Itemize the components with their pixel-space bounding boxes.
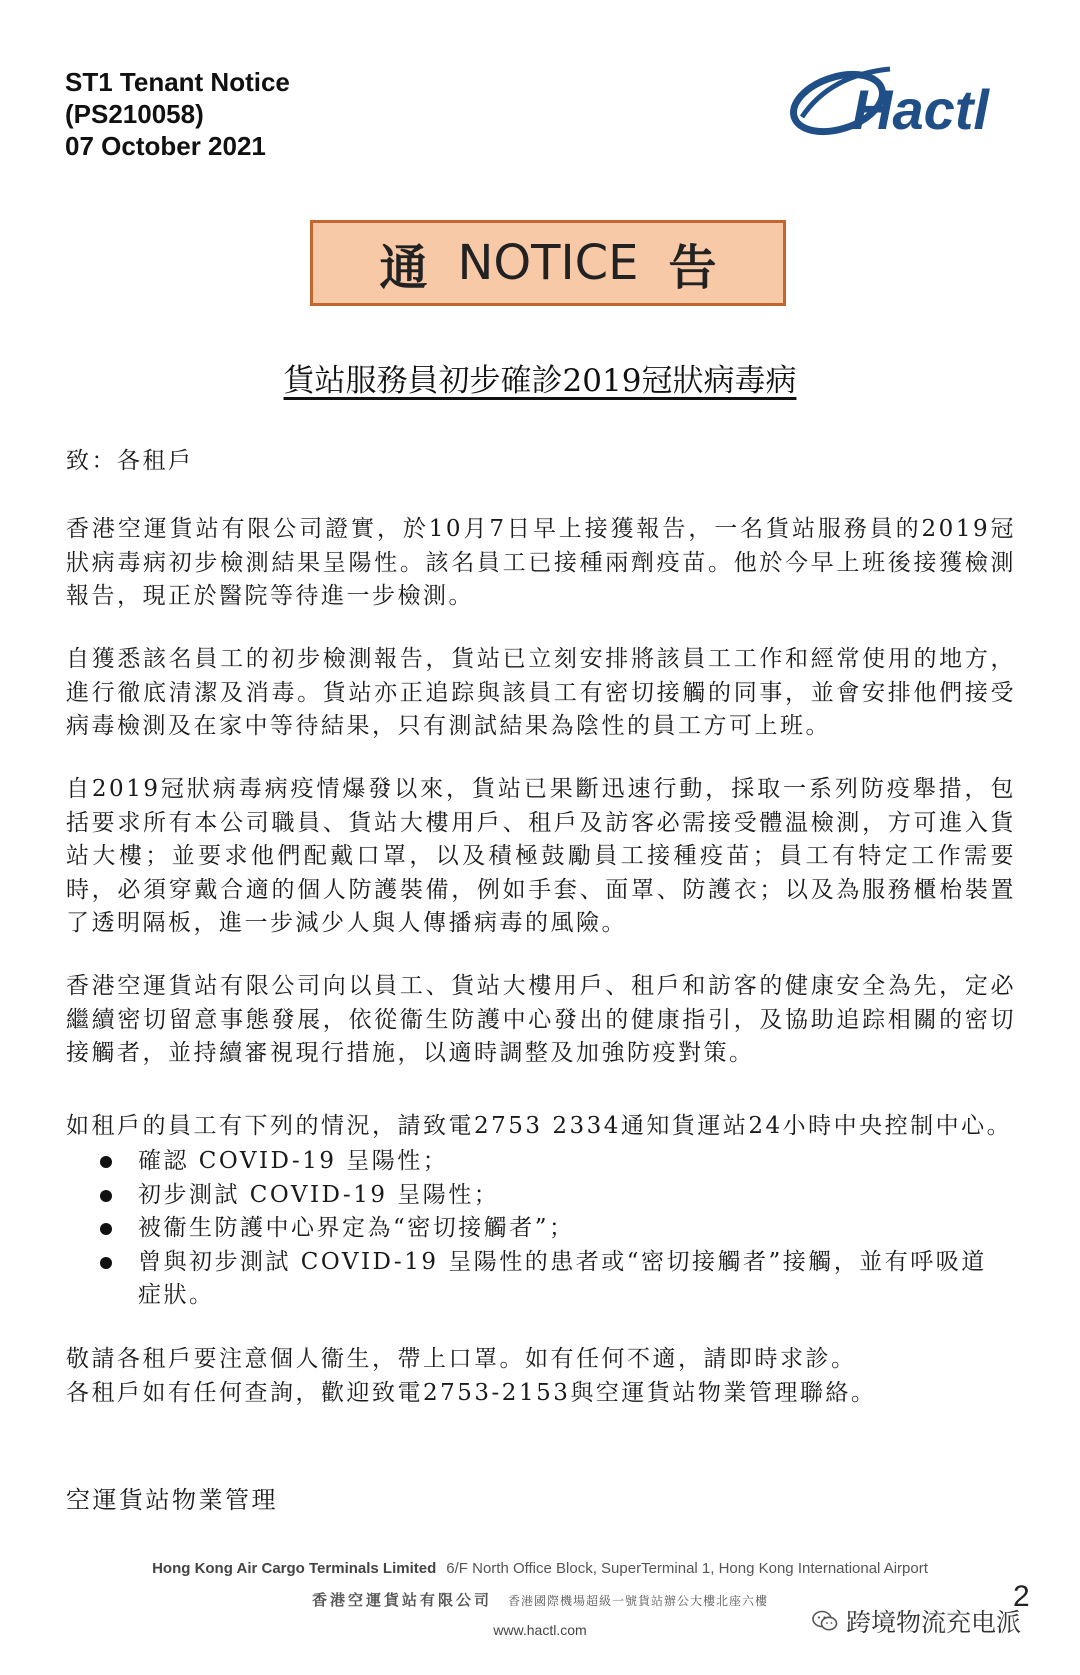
list-item-text: 被衞生防護中心界定為“密切接觸者”；	[138, 1215, 575, 1241]
notice-type: ST1 Tenant Notice	[65, 67, 290, 97]
footer-address-en	[0, 1560, 1080, 1577]
wechat-icon	[812, 1610, 838, 1632]
hactl-logo	[790, 55, 1055, 150]
bullet-icon	[100, 1257, 112, 1269]
paragraph-2: 自獲悉該名員工的初步檢測報告，貨站已立刻安排將該員工工作和經常使用的地方，進行徹底清潔及消毒。貨站亦正追踪與該員工有密切接觸的同事，並會安排他們接受病毒檢測及在家中等待結果，只有測試結果為陰性的員工方可上班。	[66, 646, 1016, 739]
watermark	[812, 1603, 1021, 1639]
list-item	[100, 1145, 1000, 1179]
list-item	[100, 1212, 1000, 1246]
list-item-text: 初步測試 COVID-19 呈陽性；	[138, 1181, 500, 1208]
list-item-text: 確認 COVID-19 呈陽性；	[138, 1148, 449, 1174]
bullet-icon	[100, 1190, 112, 1202]
notice-banner	[310, 220, 786, 306]
document-reference	[65, 66, 290, 162]
footer-company-en: Hong Kong Air Cargo Terminals Limited	[152, 1560, 437, 1577]
paragraph-1: 香港空運貨站有限公司證實，於10月7日早上接獲報告，一名貨站服務員的2019冠狀病毒病初步檢測結果呈陽性。該名員工已接種兩劑疫苗。他於今早上班後接獲檢測報告，現正於醫院等待進一步檢測。	[66, 516, 1016, 609]
closing-line-2: 各租戶如有任何查詢，歡迎致電2753-2153與空運貨站物業管理聯絡。	[66, 1380, 877, 1406]
list-item	[100, 1246, 1000, 1313]
condition-list	[100, 1145, 1000, 1313]
notice-date: 07 October 2021	[65, 131, 266, 161]
notice-title: NOTICE	[457, 235, 639, 291]
bullet-icon	[100, 1156, 112, 1168]
notice-left-char: 通	[379, 239, 428, 296]
list-item	[100, 1179, 1000, 1213]
notice-right-char: 告	[668, 239, 717, 296]
signature: 空運貨站物業管理	[66, 1486, 278, 1514]
footer-website: www.hactl.com	[493, 1622, 587, 1638]
closing-line-1: 敬請各租戶要注意個人衞生，帶上口罩。如有任何不適，請即時求診。	[66, 1346, 857, 1372]
subject-heading: 貨站服務員初步確診2019冠狀病毒病	[283, 363, 797, 399]
footer-address-en-text: 6/F North Office Block, SuperTerminal 1, Hong Kong International Airport	[446, 1560, 928, 1577]
svg-text:Hactl: Hactl	[852, 78, 989, 141]
paragraph-5: 如租戶的員工有下列的情況，請致電2753 2334通知貨運站24小時中央控制中心。	[66, 1113, 1013, 1139]
list-item-text: 曾與初步測試 COVID-19 呈陽性的患者或“密切接觸者”接觸，並有呼吸道症狀。	[138, 1248, 987, 1308]
notice-number: (PS210058)	[65, 99, 204, 129]
watermark-text: 跨境物流充电派	[846, 1608, 1022, 1637]
page-number: 2	[1013, 1580, 1030, 1613]
footer-company-zh: 香港空運貨站有限公司	[311, 1591, 492, 1609]
hactl-swoosh-logo-icon	[790, 55, 1055, 150]
footer-address-zh-text: 香港國際機場超級一號貨站辦公大樓北座六樓	[508, 1594, 769, 1608]
paragraph-3: 自2019冠狀病毒病疫情爆發以來，貨站已果斷迅速行動，採取一系列防疫舉措，包括要求所有本公司職員、貨站大樓用戶、租戶及訪客必需接受體温檢測，方可進入貨站大樓；並要求他們配戴口罩，以及積極鼓勵員工接種疫苗；員工有特定工作需要時，必須穿戴合適的個人防護裝備，例如手套、面罩、防護衣；以及為服務櫃枱裝置了透明隔板，進一步減少人與人傳播病毒的風險。	[66, 776, 1016, 936]
salutation: 致：各租戶	[66, 448, 194, 474]
paragraph-4: 香港空運貨站有限公司向以員工、貨站大樓用戶、租戶和訪客的健康安全為先，定必繼續密切留意事態發展，依從衞生防護中心發出的健康指引，及協助追踪相關的密切接觸者，並持續審視現行措施，以適時調整及加強防疫對策。	[66, 973, 1016, 1066]
bullet-icon	[100, 1223, 112, 1235]
